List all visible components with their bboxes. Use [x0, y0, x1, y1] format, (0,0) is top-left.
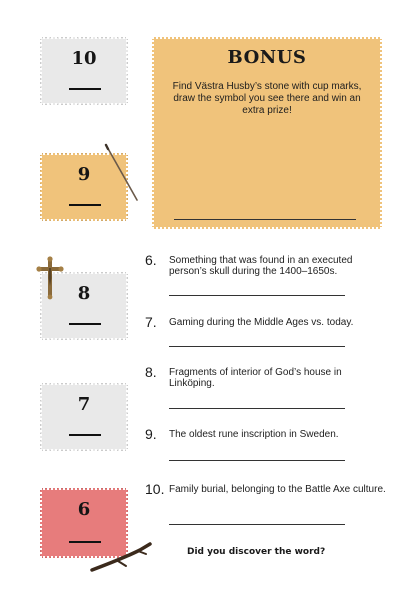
stamp-answer-line[interactable]	[69, 323, 101, 325]
question-text: Family burial, belonging to the Battle Axe culture.	[169, 484, 386, 495]
stamp-number: 10	[71, 48, 97, 69]
question-answer-line[interactable]	[169, 524, 345, 525]
stamp-answer-line[interactable]	[69, 204, 101, 206]
question-number: 9.	[145, 426, 157, 442]
question-text: Something that was found in an executed person’s skull during the 1400–1650s.	[169, 255, 353, 277]
crucifix-icon	[36, 256, 64, 300]
question-answer-line[interactable]	[169, 408, 345, 409]
question-answer-line[interactable]	[169, 295, 345, 296]
stamp-answer-line[interactable]	[69, 88, 101, 90]
question-number: 7.	[145, 314, 157, 330]
stamp-number: 8	[77, 283, 91, 304]
question-text: The oldest rune inscription in Sweden.	[169, 429, 339, 440]
bonus-card	[152, 37, 382, 229]
stamp-number: 9	[77, 164, 91, 185]
stamp-10	[40, 37, 128, 105]
stick-icon	[88, 540, 156, 574]
stamp-number: 6	[77, 499, 91, 520]
bonus-title: BONUS	[227, 47, 307, 68]
question-number: 10.	[145, 481, 165, 497]
question-text: Gaming during the Middle Ages vs. today.	[169, 317, 354, 328]
stamp-number: 7	[77, 394, 91, 415]
stamp-answer-line[interactable]	[69, 434, 101, 436]
stamp-7	[40, 383, 128, 451]
bonus-instructions: Find Västra Husby’s stone with cup marks, draw the symbol you see there and win an extra prize!	[172, 81, 362, 116]
question-answer-line[interactable]	[169, 460, 345, 461]
final-word-question: Did you discover the word?	[187, 547, 326, 557]
bonus-answer-line[interactable]	[174, 219, 356, 220]
question-text: Fragments of interior of God’s house in Linköping.	[169, 367, 342, 389]
question-answer-line[interactable]	[169, 346, 345, 347]
question-number: 8.	[145, 364, 157, 380]
question-number: 6.	[145, 252, 157, 268]
needle-icon	[102, 143, 142, 203]
